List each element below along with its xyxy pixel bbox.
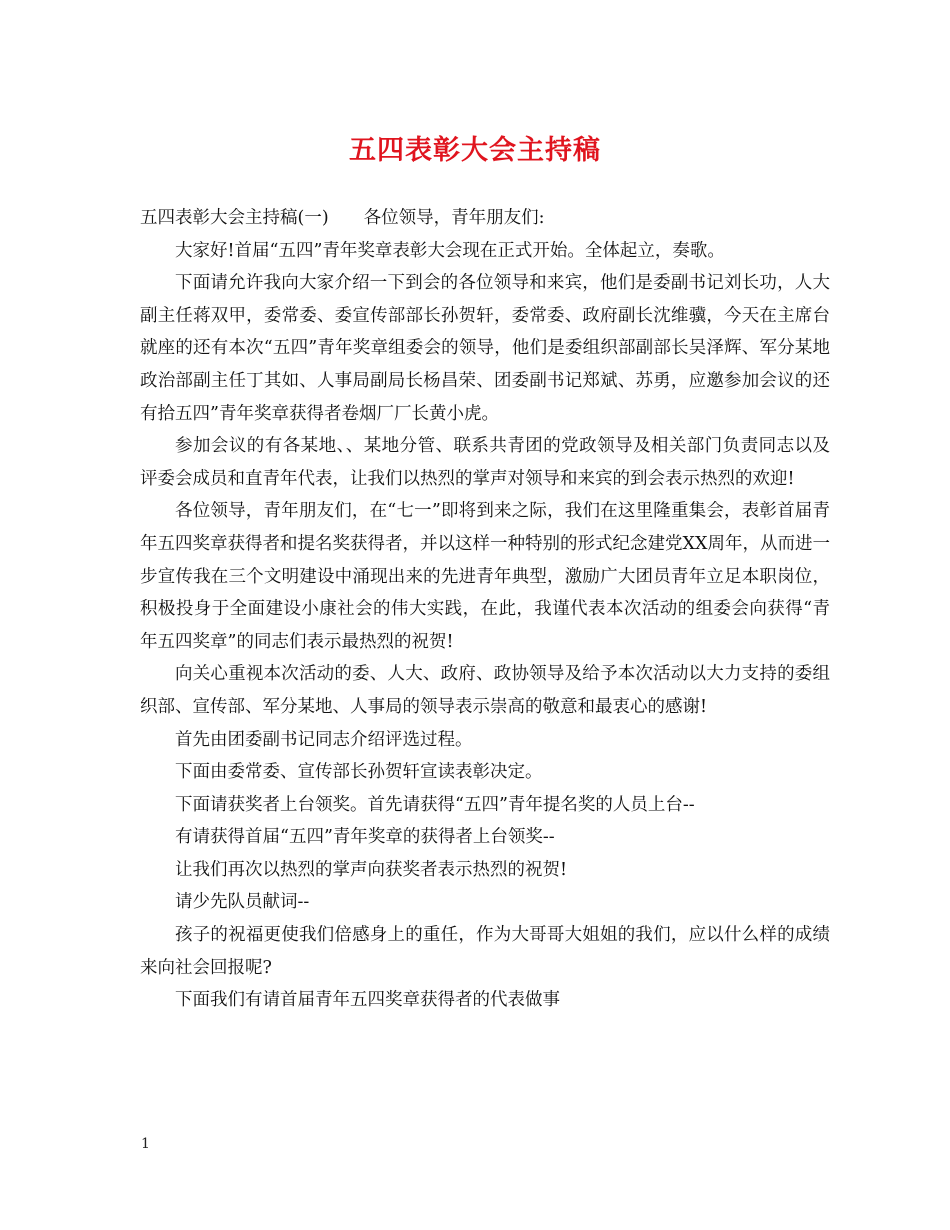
paragraph: 向关心重视本次活动的委、人大、政府、政协领导及给予本次活动以大力支持的委组织部、宣传部、军分某地、人事局的领导表示崇高的敬意和最衷心的感谢!: [140, 664, 830, 717]
document-body: [140, 202, 830, 1017]
paragraph: 五四表彰大会主持稿(一) 各位领导，青年朋友们:: [140, 208, 545, 228]
paragraph: 下面请获奖者上台领奖。首先请获得“五四”青年提名奖的人员上台--: [175, 794, 695, 815]
document-title: 五四表彰大会主持稿: [349, 135, 601, 166]
paragraph: 让我们再次以热烈的掌声向获奖者表示热烈的祝贺!: [175, 859, 568, 880]
paragraph: 首先由团委副书记同志介绍评选过程。: [175, 729, 473, 750]
paragraph: 大家好!首届“五四”青年奖章表彰大会现在正式开始。全体起立，奏歌。: [175, 240, 725, 261]
paragraph: 下面请允许我向大家介绍一下到会的各位领导和来宾，他们是委副书记刘长功，人大副主任蒋双甲，委常委、委宣传部部长孙贺轩，委常委、政府副长沈维骥，今天在主席台就座的还有本次“五四”青年奖章组委会的领导，他们是委组织部副部长吴泽辉、军分某地政治部副主任丁其如、人事局副局长杨昌荣、团委副书记郑斌、苏勇，应邀参加会议的还有拾五四”青年奖章获得者卷烟厂厂长黄小虎。: [140, 273, 830, 424]
paragraph: 下面我们有请首届青年五四奖章获得者的代表做事: [175, 990, 560, 1011]
paragraph: 有请获得首届“五四”青年奖章的获得者上台领奖--: [175, 827, 555, 848]
paragraph: 请少先队员献词--: [175, 892, 310, 913]
paragraph: 参加会议的有各某地、、某地分管、联系共青团的党政领导及相关部门负责同志以及评委会成员和直青年代表，让我们以热烈的掌声对领导和来宾的到会表示热烈的欢迎!: [140, 436, 830, 489]
page-number: 1: [141, 1136, 150, 1152]
paragraph: 各位领导，青年朋友们，在“七一”即将到来之际，我们在这里隆重集会，表彰首届青年五四奖章获得者和提名奖获得者，并以这样一种特别的形式纪念建党XX周年，从而进一步宣传我在三个文明建设中涌现出来的先进青年典型，激励广大团员青年立足本职岗位，积极投身于全面建设小康社会的伟大实践，在此，我谨代表本次活动的组委会向获得“青年五四奖章”的同志们表示最热烈的祝贺!: [140, 501, 830, 652]
paragraph: 孩子的祝福更使我们倍感身上的重任，作为大哥哥大姐姐的我们，应以什么样的成绩来向社会回报呢?: [140, 925, 830, 978]
paragraph: 下面由委常委、宣传部长孙贺轩宣读表彰决定。: [175, 762, 543, 783]
